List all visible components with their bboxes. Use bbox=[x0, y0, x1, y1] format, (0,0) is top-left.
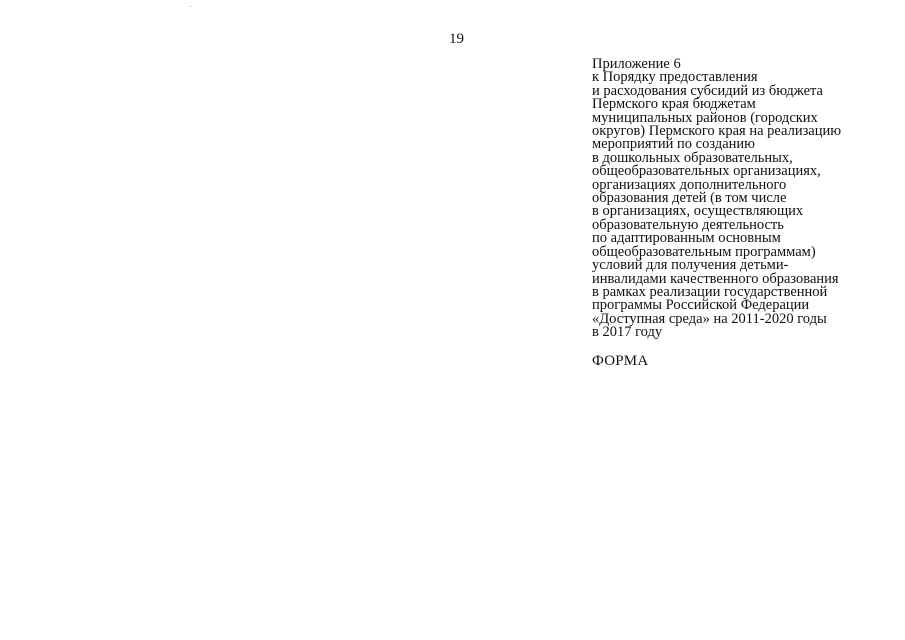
appendix-line: программы Российской Федерации bbox=[592, 297, 810, 314]
form-label: ФОРМА bbox=[592, 353, 649, 369]
appendix-line: образования детей (в том числе bbox=[592, 190, 787, 207]
appendix-line: в 2017 году bbox=[592, 324, 663, 341]
appendix-line: Приложение 6 bbox=[592, 56, 681, 72]
appendix-line: к Порядку предоставления bbox=[592, 69, 758, 86]
appendix-line: муниципальных районов (городских bbox=[592, 109, 818, 126]
appendix-line: организациях дополнительного bbox=[592, 176, 787, 193]
appendix-line: и расходования субсидий из бюджета bbox=[592, 82, 823, 99]
appendix-line: инвалидами качественного образования bbox=[592, 270, 839, 287]
appendix-line: образовательную деятельность bbox=[592, 216, 784, 233]
appendix-line: общеобразовательных организациях, bbox=[592, 163, 821, 180]
appendix-line: округов) Пермского края на реализацию bbox=[592, 123, 842, 140]
appendix-heading-block bbox=[592, 58, 892, 340]
appendix-line: по адаптированным основным bbox=[592, 230, 781, 247]
appendix-line: в рамках реализации государственной bbox=[592, 283, 828, 300]
appendix-line: в организациях, осуществляющих bbox=[592, 203, 804, 220]
page-number: 19 bbox=[449, 31, 464, 47]
appendix-line: мероприятий по созданию bbox=[592, 136, 755, 153]
appendix-line: условий для получения детьми- bbox=[592, 257, 789, 274]
appendix-line: в дошкольных образовательных, bbox=[592, 149, 793, 166]
appendix-line: Пермского края бюджетам bbox=[592, 96, 756, 113]
scan-artifact bbox=[190, 6, 191, 7]
appendix-line: «Доступная среда» на 2011-2020 годы bbox=[592, 310, 827, 327]
appendix-line: общеобразовательным программам) bbox=[592, 243, 816, 260]
